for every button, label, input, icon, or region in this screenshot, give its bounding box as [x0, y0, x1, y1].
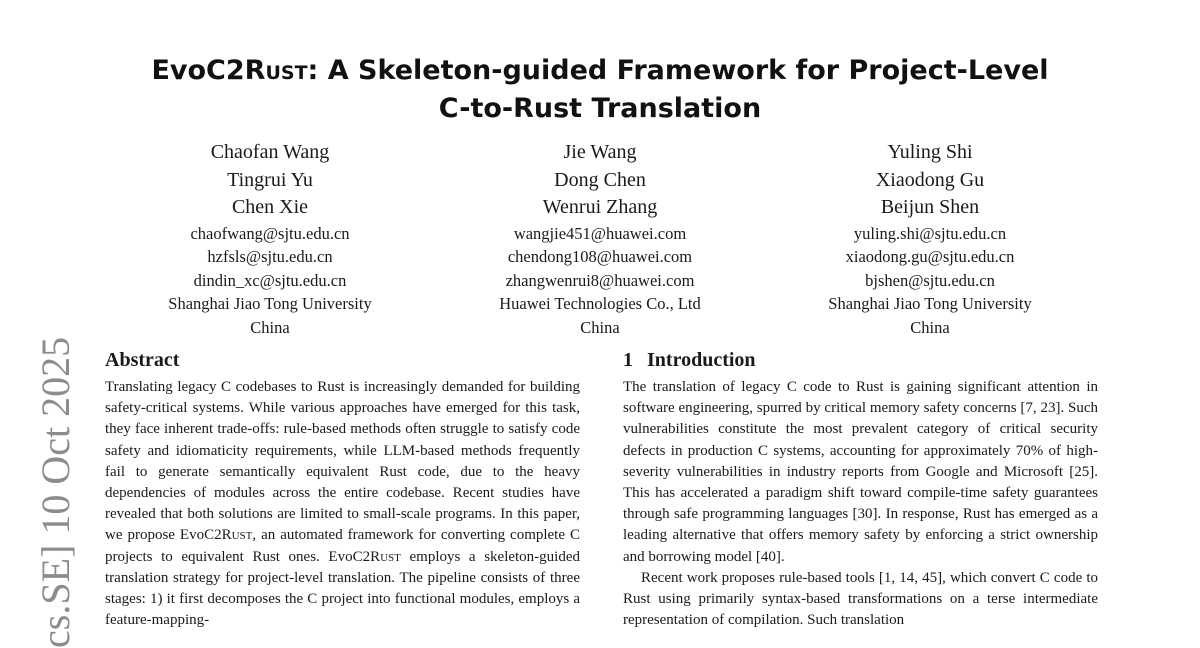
author-country: China — [910, 317, 950, 337]
introduction-paragraph: Recent work proposes rule-based tools [1, 14, 45], which convert C code to Rust using primarily syntax-based transformations on a terse intermediate representation of compilation. Such translation — [623, 569, 1098, 629]
author-column-1 — [105, 139, 435, 339]
author-email: xiaodong.gu@sjtu.edu.cn — [845, 247, 1015, 266]
paper-title — [100, 52, 1100, 128]
author-email: wangjie451@huawei.com — [513, 223, 687, 243]
abstract-body — [105, 377, 580, 631]
author-name: Chaofan Wang — [210, 141, 330, 163]
system-name-smallcaps: ust — [380, 548, 401, 565]
author-name: Yuling Shi — [887, 141, 973, 163]
introduction-body — [623, 377, 1098, 631]
system-name: EvoC2R — [328, 548, 381, 565]
author-email: hzfsls@sjtu.edu.cn — [207, 247, 333, 266]
abstract-text: Translating legacy C codebases to Rust is increasingly demanded for building safety-critical systems. While various approaches have emerged for this task, they face inherent trade-offs: rule-based methods often struggle to satisfy code safety and idiomaticity requirements, while LLM-based methods frequently fail to generate semantically equivalent Rust code, due to the heavy dependencies of modules across the entire codebase. Recent studies have revealed that both solutions are limited to small-scale programs. In this paper, we propose — [105, 379, 580, 544]
author-name: Tingrui Yu — [227, 168, 313, 191]
author-name: Xiaodong Gu — [875, 168, 985, 191]
author-name: Wenrui Zhang — [542, 196, 658, 218]
author-name: Beijun Shen — [880, 196, 980, 218]
abstract-text: , an automated framework for converting complete C projects to equivalent Rust ones. — [105, 527, 580, 565]
abstract-text: employs a skeleton-guided translation strategy for project-level translation. The pipeline consists of three stages: 1) it first decomposes the C project into functional modules, employs a feature-mapping- — [105, 548, 581, 629]
author-email: bjshen@sjtu.edu.cn — [865, 270, 995, 290]
introduction-paragraph: The translation of legacy C code to Rust is gaining significant attention in software engineering, spurred by critical memory safety concerns [7, 23]. Such vulnerabilities constitute the most prevalent category of critical security defects in production C systems, accounting for approximately 70% of high-severity vulnerabilities in industry reports from Google and Microsoft [25]. This has accelerated a paradigm shift toward compile-time safety guarantees through safe programming languages [30]. In response, Rust has emerged as a leading alternative that offers memory safety by enforcing a strict ownership and borrowing model [40]. — [623, 379, 1098, 565]
title-line1-rest: : A Skeleton-guided Framework for Project-Level — [307, 55, 1049, 86]
author-affiliation: Shanghai Jiao Tong University — [828, 294, 1032, 313]
title-line2: C-to-Rust Translation — [438, 93, 762, 124]
author-name: Chen Xie — [231, 196, 309, 218]
arxiv-identifier-stamp: cs.SE] 10 Oct 2025 — [33, 336, 78, 648]
author-column-3 — [765, 139, 1095, 339]
introduction-heading — [623, 347, 756, 373]
author-column-2 — [435, 139, 765, 339]
author-email: chaofwang@sjtu.edu.cn — [190, 223, 350, 243]
author-email: chendong108@huawei.com — [507, 247, 693, 266]
author-country: China — [580, 317, 620, 337]
system-name: EvoC2R — [179, 527, 232, 544]
title-name-smallcaps: ust — [265, 55, 308, 86]
abstract-heading: Abstract — [105, 349, 180, 371]
section-number: 1 — [623, 349, 633, 371]
author-affiliation: Shanghai Jiao Tong University — [168, 294, 372, 313]
author-name: Jie Wang — [563, 141, 637, 163]
author-email: dindin_xc@sjtu.edu.cn — [193, 270, 347, 290]
author-email: yuling.shi@sjtu.edu.cn — [853, 223, 1007, 243]
author-block — [105, 139, 1095, 339]
author-name: Dong Chen — [554, 168, 646, 191]
author-email: zhangwenrui8@huawei.com — [505, 270, 695, 290]
section-title: Introduction — [647, 349, 756, 371]
abstract-paragraph — [105, 377, 580, 631]
author-country: China — [250, 317, 290, 337]
system-name-smallcaps: ust — [231, 527, 253, 544]
title-name-prefix: EvoC2R — [151, 55, 266, 86]
author-affiliation: Huawei Technologies Co., Ltd — [499, 294, 701, 313]
